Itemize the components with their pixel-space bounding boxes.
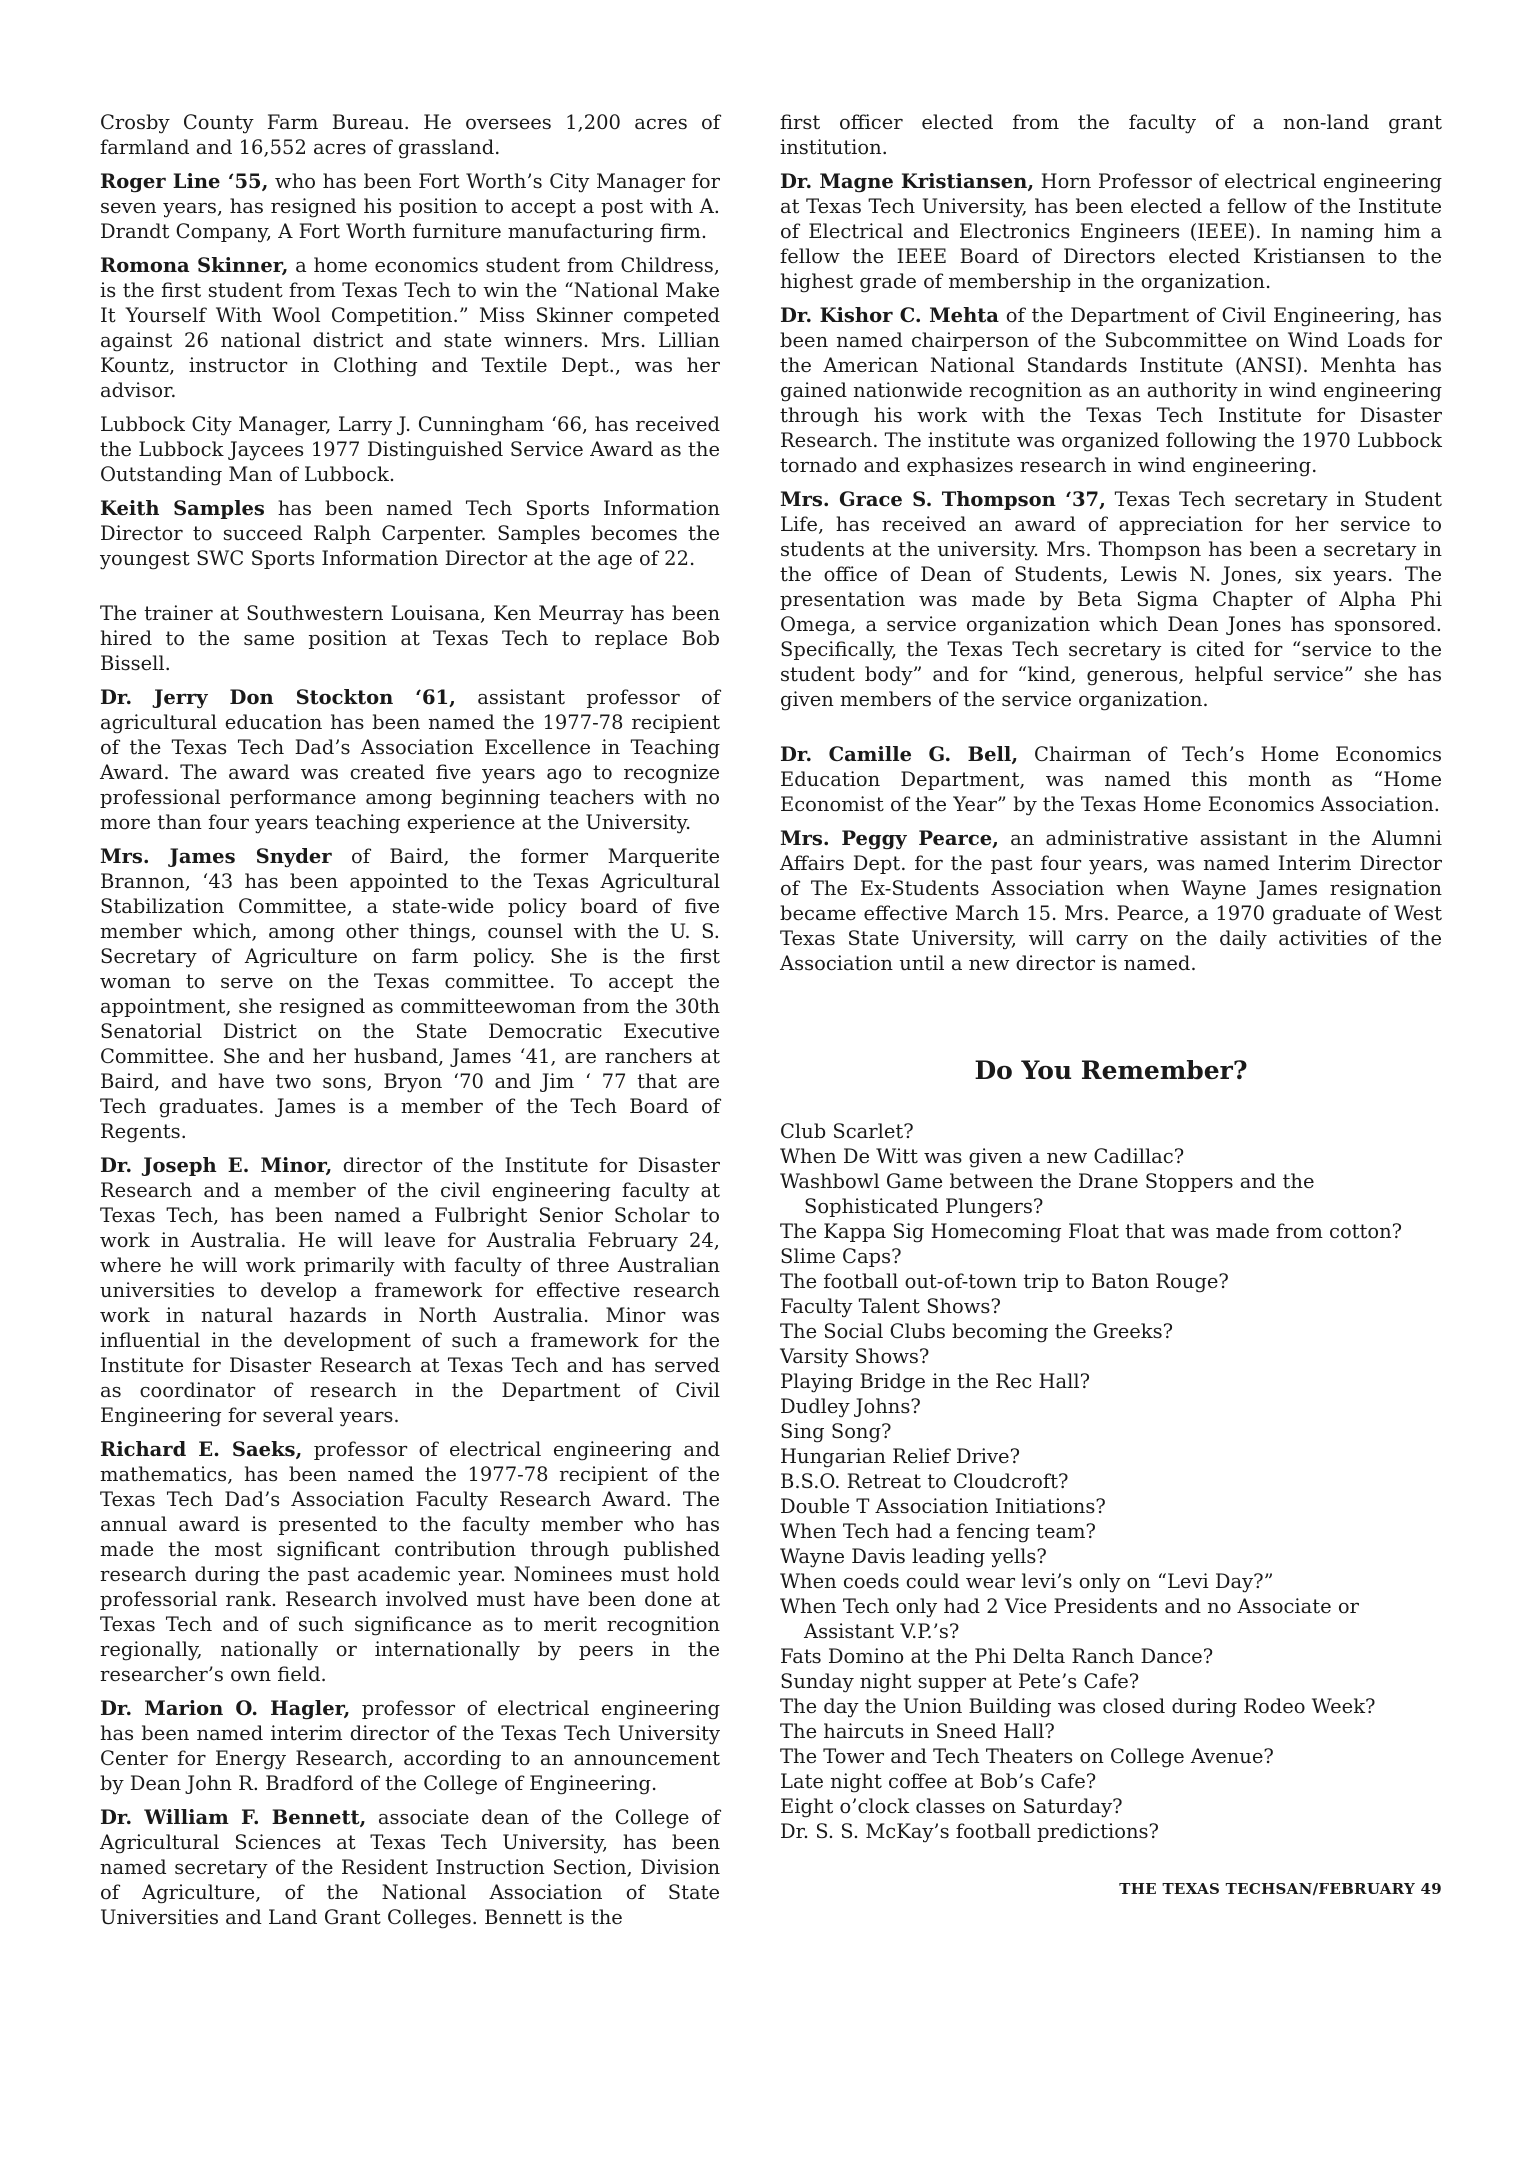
news-item: Dr. Jerry Don Stockton ‘61, assistant professor of agricultural education has been named the 1977-78 recipient of the Texas Tech Dad’s Association Excellence in Teaching Award. The award was created five years ago to recognize professional performance among beginning teachers with no more than four years teaching experience at the University. [100, 686, 721, 834]
list-item: Slime Caps? [780, 1245, 902, 1268]
list-item: When Tech had a fencing team? [780, 1520, 1096, 1543]
news-item: Richard E. Saeks, professor of electrical engineering and mathematics, has been named the 1977-78 recipient of the Texas Tech Dad’s Association Faculty Research Award. The annual award is presented to the faculty member who has made the most significant contribution through published research during the past academic year. Nominees must hold professorial rank. Research involved must have been done at Texas Tech and of such significance as to merit recognition regionally, nationally or internationally by peers in the researcher’s own field. [100, 1438, 720, 1686]
news-item: Dr. Kishor C. Mehta of the Department of Civil Engineering, has been named chairperson of the Subcommittee on Wind Loads for the American National Standards Institute (ANSI). Menhta has gained nationwide recognition as an authority in wind engineering through his work with the Texas Tech Institute for Disaster Research. The institute was organized following the 1970 Lubbock tornado and exphasizes research in wind engineering. [780, 304, 1442, 477]
list-item: Double T Association Initiations? [780, 1495, 1106, 1518]
list-item: Faculty Talent Shows? [780, 1295, 1001, 1318]
page-footer: THE TEXAS TECHSAN/FEBRUARY 49 [1119, 1880, 1442, 1898]
list-item: When coeds could wear levi’s only on “Levi Day?” [780, 1570, 1274, 1593]
list-item: Playing Bridge in the Rec Hall? [780, 1370, 1091, 1393]
list-item: Dudley Johns? [780, 1395, 921, 1418]
news-item: Romona Skinner, a home economics student from Childress, is the first student from Texas Tech to win the “National Make It Yourself With Wool Competition.” Miss Skinner competed against 26 national district and state winners. Mrs. Lillian Kountz, instructor in Clothing and Textile Dept., was her advisor. [100, 254, 721, 402]
news-item: Dr. Marion O. Hagler, professor of electrical engineering has been named interim director of the Texas Tech University Center for Energy Research, according to an announcement by Dean John R. Bradford of the College of Engineering. [100, 1697, 720, 1795]
list-item: Eight o’clock classes on Saturday? [780, 1795, 1123, 1818]
remember-heading: Do You Remember? [974, 1056, 1248, 1085]
news-item: Mrs. Peggy Pearce, an administrative assistant in the Alumni Affairs Dept. for the past four years, was named Interim Director of The Ex-Students Association when Wayne James resignation became effective March 15. Mrs. Pearce, a 1970 graduate of West Texas State University, will carry on the daily activities of the Association until a new director is named. [780, 827, 1442, 975]
list-item: Late night coffee at Bob’s Cafe? [780, 1770, 1097, 1793]
right-column [780, 110, 1442, 1844]
list-item: B.S.O. Retreat to Cloudcroft? [780, 1470, 1069, 1493]
list-item: Sing Song? [780, 1420, 892, 1443]
list-item: The Social Clubs becoming the Greeks? [780, 1320, 1174, 1343]
news-item: Keith Samples has been named Tech Sports Information Director to succeed Ralph Carpenter. Samples becomes the youngest SWC Sports Information Director at the age of 22. [100, 497, 720, 570]
list-item: The football out-of-town trip to Baton Rouge? [780, 1270, 1229, 1293]
left-column [100, 110, 720, 1939]
list-item: When Tech only had 2 Vice Presidents and no Associate or Assistant V.P.’s? [780, 1595, 1359, 1643]
news-item: Mrs. Grace S. Thompson ‘37, Texas Tech secretary in Student Life, has received an award of appreciation for her service to students at the university. Mrs. Thompson has been a secretary in the office of Dean of Students, Lewis N. Jones, six years. The presentation was made by Beta Sigma Chapter of Alpha Phi Omega, a service organization which Dean Jones has sponsored. Specifically, the Texas Tech secretary is cited for “service to the student body” and for “kind, generous, helpful service” she has given members of the service organization. [780, 488, 1443, 711]
list-item: Varsity Shows? [780, 1345, 930, 1368]
news-item: Crosby County Farm Bureau. He oversees 1,200 acres of farmland and 16,552 acres of grassland. [100, 111, 720, 159]
list-item: Hungarian Relief Drive? [780, 1445, 1021, 1468]
list-item: The Tower and Tech Theaters on College Avenue? [780, 1745, 1274, 1768]
list-item: Sunday night supper at Pete’s Cafe? [780, 1670, 1140, 1693]
news-item: first officer elected from the faculty of a non-land grant institution. [780, 111, 1442, 159]
news-item: Mrs. James Snyder of Baird, the former Marquerite Brannon, ‘43 has been appointed to the Texas Agricultural Stabilization Committee, a state-wide policy board of five member which, among other things, counsel with the U. S. Secretary of Agriculture on farm policy. She is the first woman to serve on the Texas committee. To accept the appointment, she resigned as committeewoman from the 30th Senatorial District on the State Democratic Executive Committee. She and her husband, James ‘41, are ranchers at Baird, and have two sons, Bryon ‘70 and Jim ‘ 77 that are Tech graduates. James is a member of the Tech Board of Regents. [100, 845, 720, 1143]
news-item: Dr. Magne Kristiansen, Horn Professor of electrical engineering at Texas Tech University, has been elected a fellow of the Institute of Electrical and Electronics Engineers (IEEE). In naming him a fellow the IEEE Board of Directors elected Kristiansen to the highest grade of membership in the organization. [780, 170, 1442, 293]
list-item: When De Witt was given a new Cadillac? [780, 1145, 1185, 1168]
news-item: Lubbock City Manager, Larry J. Cunningham ‘66, has received the Lubbock Jaycees 1977 Distinguished Service Award as the Outstanding Man of Lubbock. [100, 413, 720, 486]
list-item: Dr. S. S. McKay’s football predictions? [780, 1820, 1159, 1843]
news-item: The trainer at Southwestern Louisana, Ken Meurray has been hired to the same position at Texas Tech to replace Bob Bissell. [100, 602, 720, 675]
list-item: The haircuts in Sneed Hall? [780, 1720, 1055, 1743]
list-item: Washbowl Game between the Drane Stoppers and the Sophisticated Plungers? [780, 1170, 1315, 1218]
news-item: Dr. Camille G. Bell, Chairman of Tech’s Home Economics Education Department, was named this month as “Home Economist of the Year” by the Texas Home Economics Association. [780, 743, 1442, 816]
news-item: Dr. Joseph E. Minor, director of the Institute for Disaster Research and a member of the civil engineering faculty at Texas Tech, has been named a Fulbright Senior Scholar to work in Australia. He will leave for Australia February 24, where he will work primarily with faculty of three Australian universities to develop a framework for effective research work in natural hazards in North Australia. Minor was influential in the development of such a framework for the Institute for Disaster Research at Texas Tech and has served as coordinator of research in the Department of Civil Engineering for several years. [100, 1154, 720, 1427]
list-item: Fats Domino at the Phi Delta Ranch Dance? [780, 1645, 1214, 1668]
list-item: The Kappa Sig Homecoming Float that was made from cotton? [780, 1220, 1403, 1243]
list-item: The day the Union Building was closed during Rodeo Week? [780, 1695, 1376, 1718]
list-item: Wayne Davis leading yells? [780, 1545, 1047, 1568]
news-item: Roger Line ‘55, who has been Fort Worth’s City Manager for seven years, has resigned his position to accept a post with A. Drandt Company, A Fort Worth furniture manufacturing firm. [100, 170, 720, 243]
remember-list [780, 1119, 1442, 1844]
list-item: Club Scarlet? [780, 1120, 914, 1143]
news-item: Dr. William F. Bennett, associate dean of the College of Agricultural Sciences at Texas Tech University, has been named secretary of the Resident Instruction Section, Division of Agriculture, of the National Association of State Universities and Land Grant Colleges. Bennett is the [100, 1806, 720, 1929]
